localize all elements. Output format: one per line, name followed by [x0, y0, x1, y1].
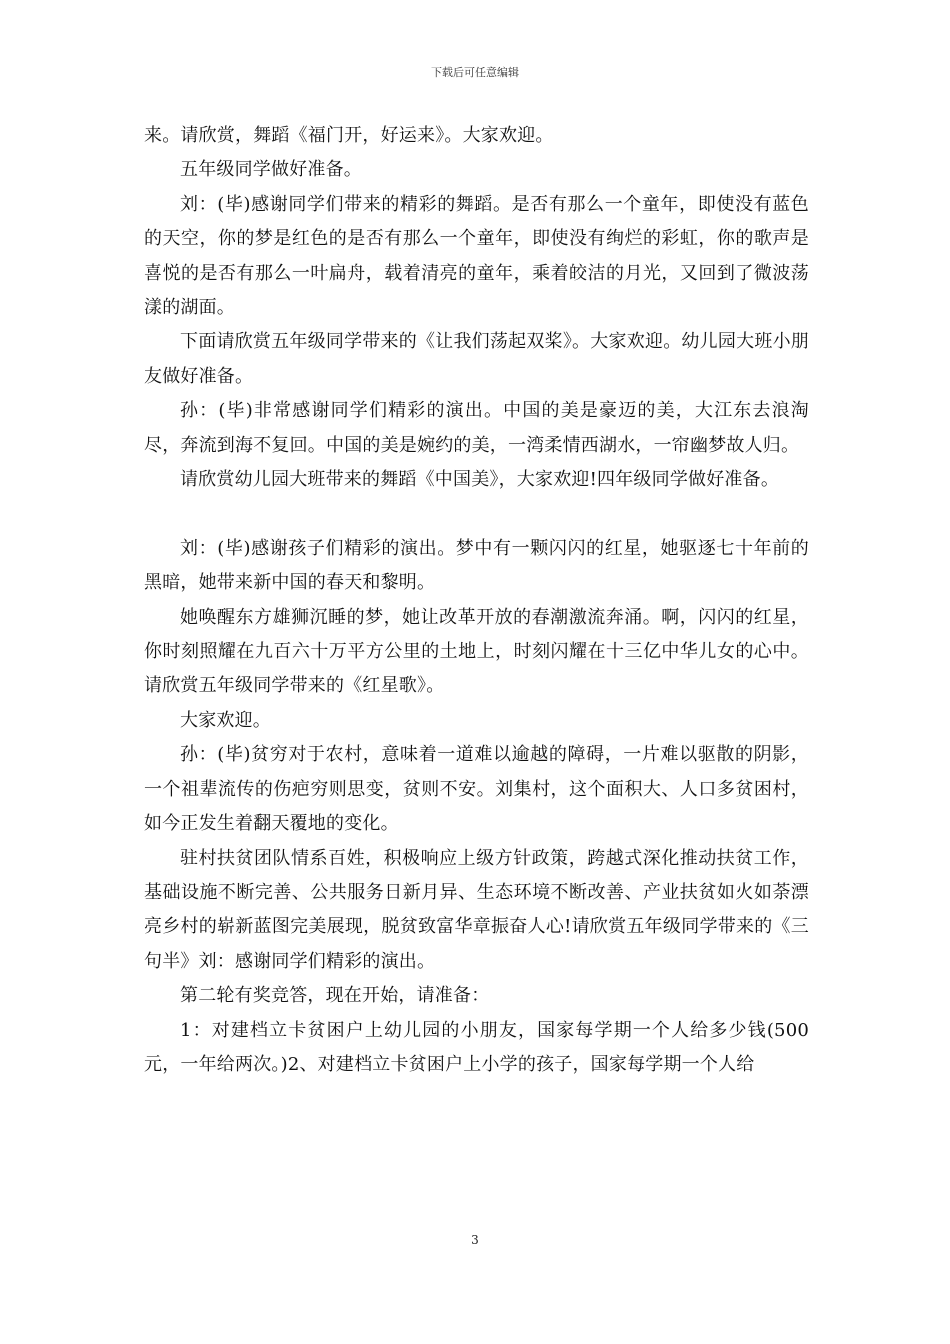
paragraph: 大家欢迎。	[180, 709, 271, 731]
blank-line	[144, 497, 809, 531]
paragraph: 请欣赏幼儿园大班带来的舞蹈《中国美》，大家欢迎!四年级同学做好准备。	[180, 469, 780, 491]
paragraph: 来。请欣赏，舞蹈《福门开，好运来》。大家欢迎。	[144, 125, 554, 146]
paragraph: 孙：(毕)非常感谢同学们精彩的演出。中国的美是豪迈的美，大江东去浪淘尽，奔流到海不复回。中国的美是婉约的美，一湾柔情西湖水，一帘幽梦故人归。	[144, 400, 809, 456]
page-number: 3	[471, 1233, 479, 1247]
paragraph: 下面请欣赏五年级同学带来的《让我们荡起双桨》。大家欢迎。幼儿园大班小朋友做好准备。	[144, 331, 809, 387]
page-header: 下载后可任意编辑	[431, 66, 519, 79]
paragraph: 驻村扶贫团队情系百姓，积极响应上级方针政策，跨越式深化推动扶贫工作，基础设施不断完善、公共服务日新月异、生态环境不断改善、产业扶贫如火如荼漂亮乡村的崭新蓝图完美展现，脱贫致富华章振奋人心!请欣赏五年级同学带来的《三句半》刘：感谢同学们精彩的演出。	[144, 847, 809, 972]
paragraph: 她唤醒东方雄狮沉睡的梦，她让改革开放的春潮激流奔涌。啊，闪闪的红星，你时刻照耀在九百六十万平方公里的土地上，时刻闪耀在十三亿中华儿女的心中。请欣赏五年级同学带来的《红星歌》。	[144, 606, 809, 697]
paragraph: 第二轮有奖竞答，现在开始，请准备：	[180, 985, 490, 1007]
paragraph: 刘：(毕)感谢同学们带来的精彩的舞蹈。是否有那么一个童年，即使没有蓝色的天空，你的梦是红色的是否有那么一个童年，即使没有绚烂的彩虹，你的歌声是喜悦的是否有那么一叶扁舟，载着清亮的童年，乘着皎洁的月光，又回到了微波荡漾的湖面。	[144, 193, 809, 319]
paragraph: 五年级同学做好准备。	[180, 159, 362, 181]
document-body	[144, 119, 809, 1082]
paragraph: 孙：(毕)贫穷对于农村，意味着一道难以逾越的障碍，一片难以驱散的阴影，一个祖辈流传的伤疤穷则思变，贫则不安。刘集村，这个面积大、人口多贫困村，如今正发生着翻天覆地的变化。	[144, 744, 809, 835]
paragraph: 1：对建档立卡贫困户上幼儿园的小朋友，国家每学期一个人给多少钱(500元，一年给两次。)2、对建档立卡贫困户上小学的孩子，国家每学期一个人给	[144, 1019, 809, 1075]
paragraph: 刘：(毕)感谢孩子们精彩的演出。梦中有一颗闪闪的红星，她驱逐七十年前的黑暗，她带来新中国的春天和黎明。	[144, 537, 809, 594]
